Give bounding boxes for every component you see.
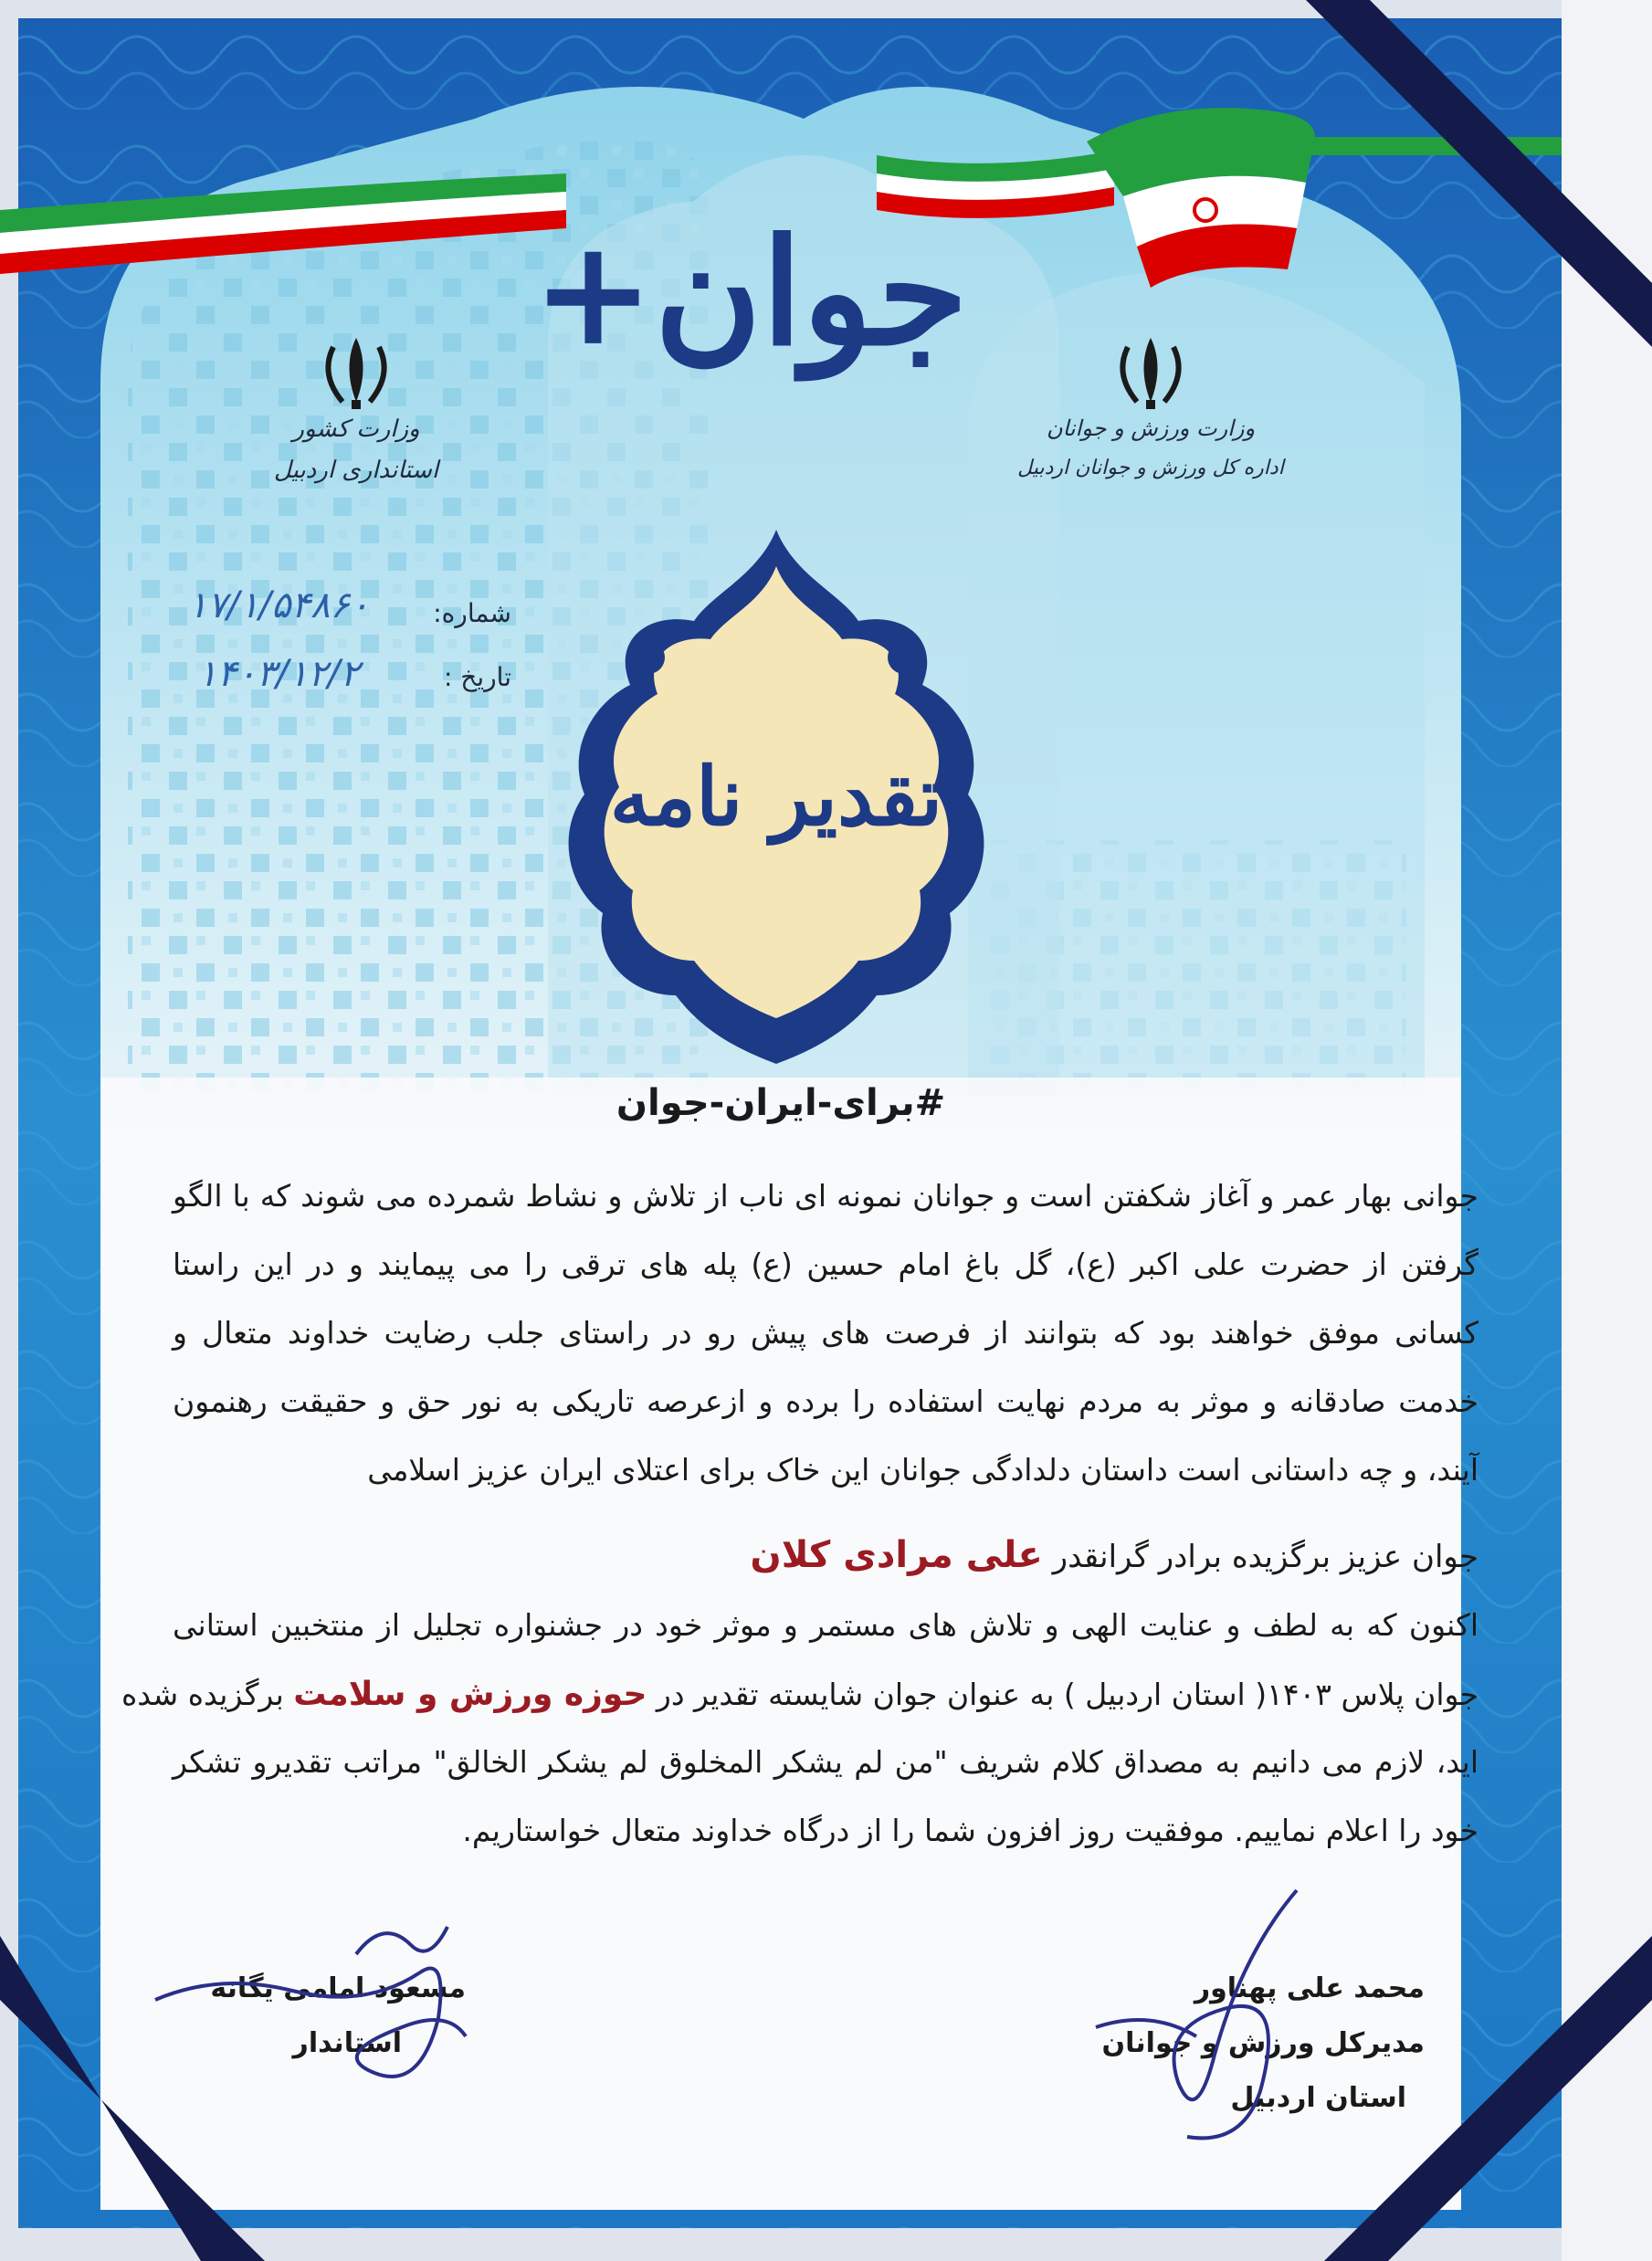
left-emblem-line1: وزارت کشور [292,415,420,443]
date-value: ۱۴۰۳/۱۲/۲ [197,653,360,695]
body-line-1: جوانی بهار عمر و آغاز شکفتن است و جوانان نمونه ای ناب از تلاش و نشاط شمرده می شوند که با الگو [173,1178,1478,1214]
body2-line-2-part2: برگزیده شده [121,1677,284,1712]
iran-emblem-icon [1096,329,1205,411]
jawan-plus-logo: جوان+ [531,206,968,378]
right-signatory-title: مدیرکل ورزش و جوانان [1101,2027,1425,2059]
hashtag-heading: #برای-ایران-جوان [616,1082,946,1124]
recipient-prefix: جوان عزیز برگزیده برادر گرانقدر [1052,1539,1478,1575]
body-line-4: خدمت صادقانه و موثر به مردم نهایت استفاده را برده و ازعرصه تاریکی به نور حق و حقیقت رهنمون [173,1383,1478,1419]
recipient-name: علی مرادی کلان [750,1534,1043,1576]
date-label: تاریخ : [443,662,511,692]
left-signatory-title: استاندار [292,2027,402,2059]
number-value: ۱۷/۱/۵۴۸۶۰ [187,584,370,626]
right-signature-icon [1078,1872,1352,2164]
right-emblem-line1: وزارت ورزش و جوانان [1046,415,1256,441]
right-emblem-line2: اداره کل ورزش و جوانان اردبیل [1017,457,1284,479]
number-label: شماره: [433,598,511,628]
right-signatory-subtitle: استان اردبیل [1230,2082,1406,2114]
right-signatory-name: محمد علی پهناور [1194,1972,1425,2004]
award-category: حوزه ورزش و سلامت [293,1676,647,1713]
certificate-title: تقدیر نامه [609,749,943,844]
body-line-5: آیند، و چه داستانی است داستان دلدادگی جوانان این خاک برای اعتلای ایران عزیز اسلامی [367,1452,1478,1488]
body2-line-2 [121,1676,1478,1713]
iran-emblem-icon [301,329,411,411]
body-line-3: کسانی موفق خواهند بود که بتوانند از فرصت های پیش رو در راستای جلب رضایت خداوند متعال و [173,1315,1478,1351]
body-line-2: گرفتن از حضرت علی اکبر (ع)، گل باغ امام حسین (ع) پله های ترقی را می پیمایند و در این راستا [173,1246,1478,1282]
body2-line-3: اید، لازم می دانیم به مصداق کلام شریف "من لم یشکر المخلوق لم یشکر الخالق" مراتب تقدیرو تشکر [173,1744,1478,1780]
recipient-line [173,1534,1478,1576]
left-signature-icon [146,1890,493,2128]
body2-line-1: اکنون که به لطف و عنایت الهی و تلاش های مستمر و موثر خود در جشنواره تجلیل از منتخبین استانی [173,1607,1478,1643]
left-signatory-name: مسعود امامی یگانه [210,1972,466,2004]
body2-line-4: خود را اعلام نماییم. موفقیت روز افزون شما را از درگاه خداوند متعال خواستاریم. [462,1813,1478,1848]
left-emblem-line2: استانداری اردبیل [273,457,439,484]
body2-line-2-part1: جوان پلاس ۱۴۰۳( استان اردبیل ) به عنوان جوان شایسته تقدیر در [656,1677,1478,1712]
